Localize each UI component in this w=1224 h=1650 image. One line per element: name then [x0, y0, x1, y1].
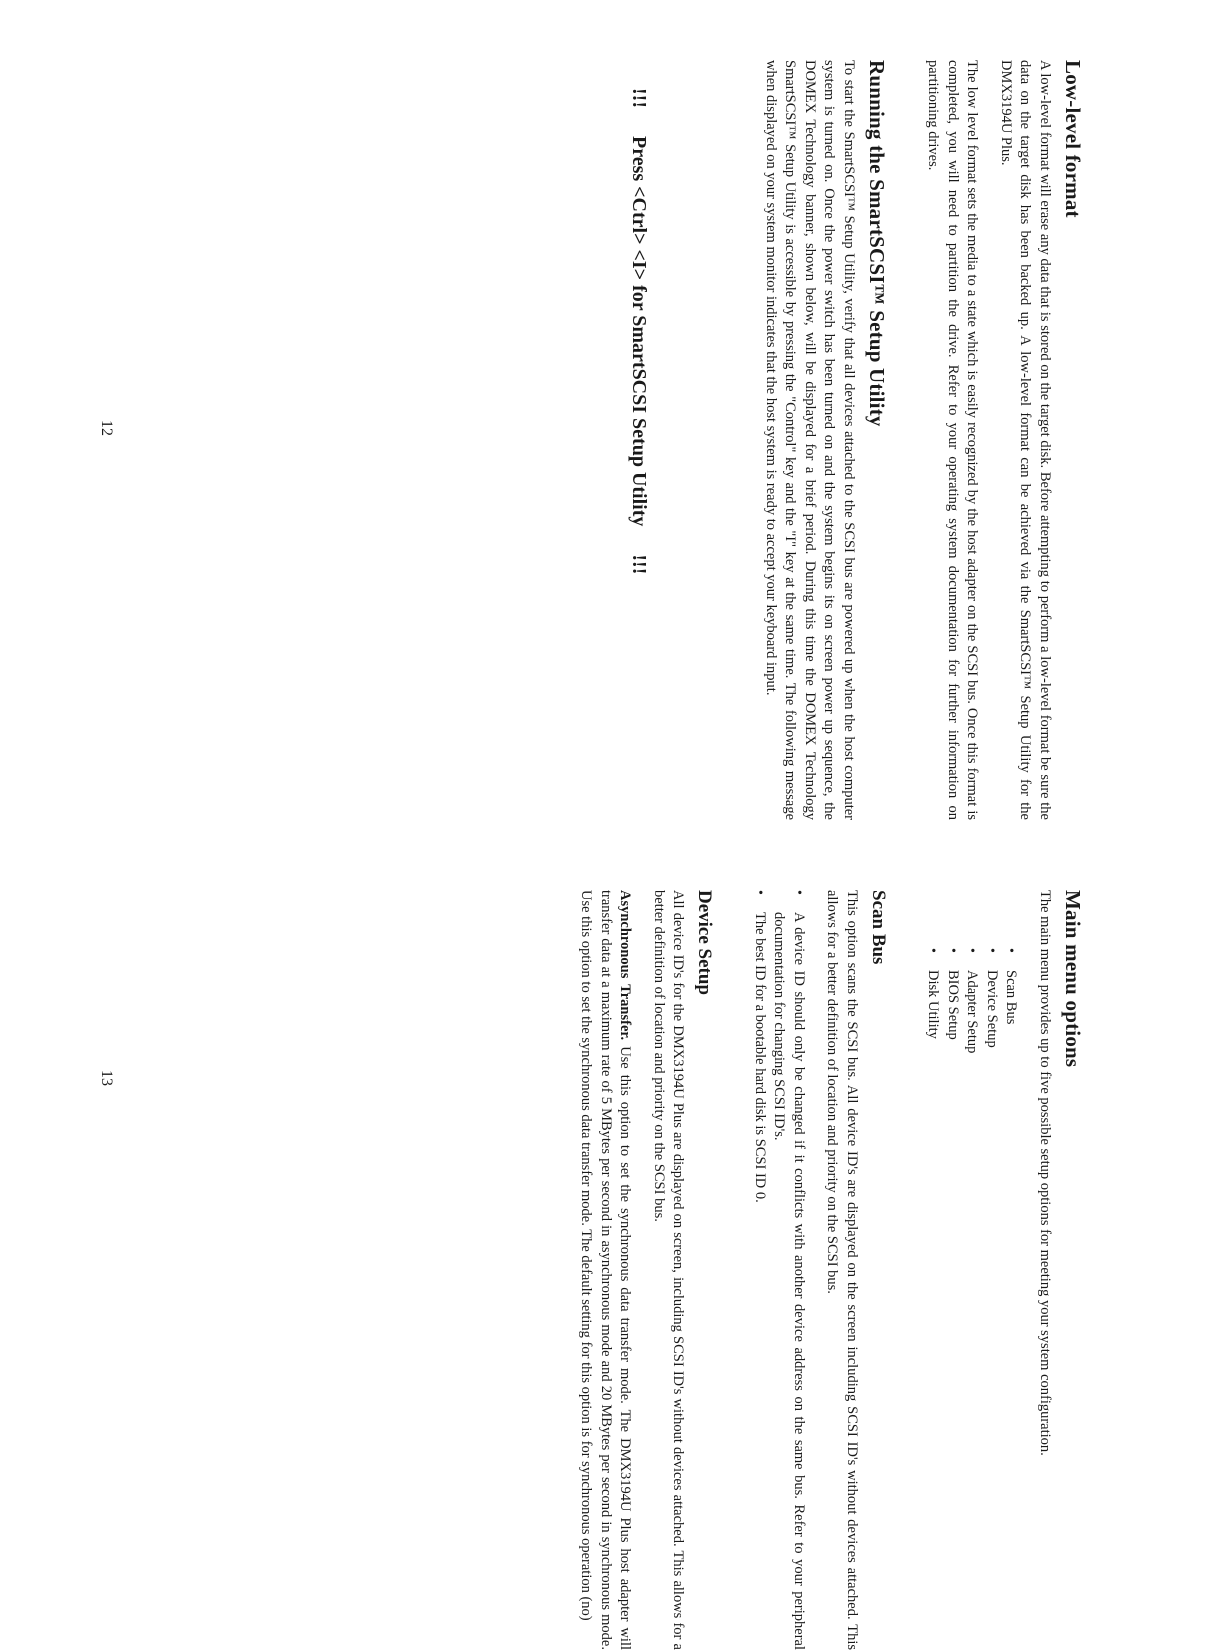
scan-bus-paragraph: This option scans the SCSI bus. All device ID's are displayed on the screen including SCSI ID's without devices attached. This allows for a better definition of location and priority on the SCSI bus.	[824, 890, 860, 1650]
list-item: • The best ID for a bootable hard disk is SCSI ID 0.	[750, 890, 770, 1650]
page-13-body	[562, 890, 1085, 1650]
bullet-icon: •	[791, 890, 806, 895]
list-item: • BIOS Setup	[943, 948, 963, 1650]
main-menu-options-heading: Main menu options	[1061, 890, 1085, 1068]
bullet-icon: •	[964, 948, 980, 953]
bullet-icon: •	[1003, 948, 1019, 953]
asynchronous-transfer-paragraph	[576, 890, 635, 1650]
device-setup-heading: Device Setup	[694, 890, 716, 996]
press-ctrl-i-message	[628, 60, 651, 820]
list-item: • Scan Bus	[1001, 948, 1021, 1650]
list-item: • A device ID should only be changed if it conflicts with another device address on the same bus. Refer to your peripheral documentation for changing SCSI ID's.	[771, 890, 807, 1650]
scan-bus-bullets	[750, 890, 809, 1650]
bullet-icon: •	[984, 948, 999, 953]
main-menu-list	[923, 890, 1021, 1650]
bullet-icon: •	[945, 948, 960, 953]
asynchronous-transfer-text: Use this option to set the synchronous data transfer mode. The DMX3194U Plus host adapter will transfer data at a maximum rate of 5 MBytes per second in asynchronous mode and 20 MBytes per second in synchronous mode. Use this option to set the synchronous data transfer mode. The default setting for this option is for synchronous operation (no)	[578, 890, 634, 1650]
press-message-text: Press <Ctrl> <I> for SmartSCSI Setup Utility	[628, 135, 651, 527]
bullet-icon: •	[752, 890, 767, 895]
low-level-format-heading: Low-level format	[1061, 60, 1085, 218]
page-12	[65, 60, 1085, 820]
main-menu-options-paragraph: The main menu provides up to five possible setup options for meeting your system configuration.	[1037, 890, 1053, 1456]
scan-bus-heading: Scan Bus	[868, 890, 889, 965]
page-12-body	[628, 60, 1086, 820]
page-number-12: 12	[98, 420, 115, 436]
low-level-format-paragraph-1: A low-level format will erase any data that is stored on the target disk. Before attempting to perform a low-level format be sure the data on the target disk has been backed up. A low-level format can be achieved via the SmartSCSI™ Setup Utility for the DMX3194U Plus.	[998, 60, 1053, 820]
asynchronous-transfer-label: Asynchronous Transfer.	[617, 890, 634, 1041]
low-level-format-paragraph-2: The low level format sets the media to a state which is easily recognized by the host adapter on the SCSI bus. Once this format is completed, you will need to partition the drive. Refer to your operating system documentation for further information on partitioning drives.	[925, 60, 981, 820]
press-bang-left: !!!	[628, 88, 651, 108]
device-setup-paragraph: All device ID's for the DMX3194U Plus are displayed on screen, including SCSI ID's without devices attached. This allows for a better definition of location and priority on the SCSI bus.	[651, 890, 687, 1650]
list-item: • Device Setup	[982, 948, 1002, 1650]
page-13	[65, 890, 1085, 1650]
list-item: • Disk Utility	[923, 948, 943, 1650]
running-setup-utility-paragraph: To start the SmartSCSI™ Setup Utility, verify that all devices attached to the SCSI bus are powered up when the host computer system is turned on. Once the power switch has been turned on and the system begins its on screen power up sequence, the DOMEX Technology banner, shown below, will be displayed for a brief period. During this time the DOMEX Technology SmartSCSI™ Setup Utility is accessible by pressing the "Control" key and the "I" key at the same time. The following message when displayed on your system monitor indicates that the host system is ready to accept your keyboard input.	[763, 60, 857, 820]
page-number-13: 13	[98, 1070, 115, 1086]
bullet-icon: •	[925, 948, 941, 953]
list-item: • Adapter Setup	[962, 948, 982, 1650]
running-setup-utility-heading: Running the SmartSCSI™ Setup Utility	[865, 60, 889, 427]
press-bang-right: !!!	[628, 554, 651, 575]
